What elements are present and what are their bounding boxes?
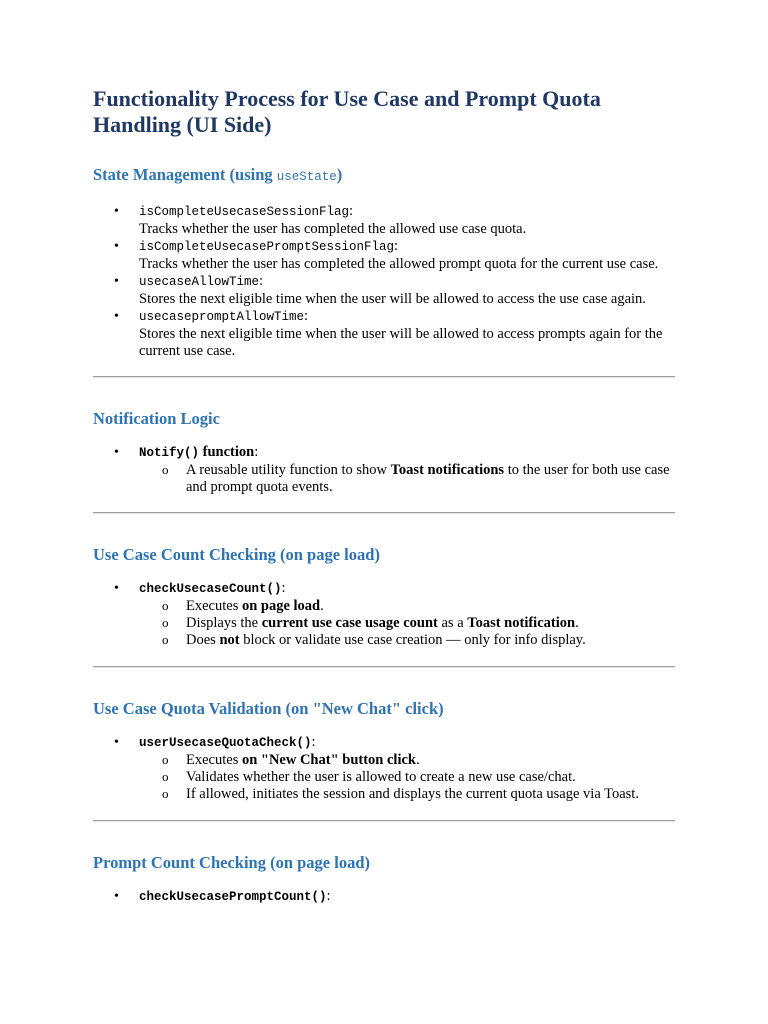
section-divider xyxy=(93,376,675,378)
list-item: • userUsecaseQuotaCheck(): o Executes on "New Chat" button click. o Validates whether the user is allowed to create a new use case/chat. o If allowed, initiates the session and displays the current quota usage via Toast. xyxy=(93,734,675,803)
sub-list-item: o Displays the current use case usage count as a Toast notification. xyxy=(93,615,675,632)
section-divider xyxy=(93,666,675,668)
section-heading-notification: Notification Logic xyxy=(93,409,220,428)
section-heading-usecase-quota: Use Case Quota Validation (on "New Chat" click) xyxy=(93,699,444,718)
list-item: • isCompleteUsecaseSessionFlag: Tracks whether the user has completed the allowed use case quota. xyxy=(93,203,675,238)
sub-list-item: o Validates whether the user is allowed to create a new use case/chat. xyxy=(93,769,675,786)
usecase-count-list xyxy=(93,580,675,649)
list-item: • isCompleteUsecasePromptSessionFlag: Tracks whether the user has completed the allowed prompt quota for the current use case. xyxy=(93,238,675,273)
document-content xyxy=(93,86,675,906)
sub-list-item: o A reusable utility function to show Toast notifications to the user for both use case and prompt quota events. xyxy=(93,462,675,496)
sub-list-item: o If allowed, initiates the session and displays the current quota usage via Toast. xyxy=(93,786,675,803)
list-item: • usecaseAllowTime: Stores the next eligible time when the user will be allowed to access the use case again. xyxy=(93,273,675,308)
list-item: • usecasepromptAllowTime: Stores the next eligible time when the user will be allowed to access prompts again for the current use case. xyxy=(93,308,675,360)
section-divider xyxy=(93,820,675,822)
list-item: • Notify() function: o A reusable utility function to show Toast notifications to the user for both use case and prompt quota events. xyxy=(93,444,675,496)
notification-list xyxy=(93,444,675,496)
usecase-quota-list xyxy=(93,734,675,803)
section-heading-usecase-count: Use Case Count Checking (on page load) xyxy=(93,545,380,564)
sub-list xyxy=(139,598,675,649)
sub-list xyxy=(139,462,675,496)
section-heading-state-management: State Management (using useState) xyxy=(93,165,343,184)
list-item: • checkUsecaseCount(): o Executes on page load. o Displays the current use case usage count as a Toast notification. o Does not block or validate use case creation — only for info display. xyxy=(93,580,675,649)
state-list xyxy=(93,203,675,360)
sub-list xyxy=(139,752,675,803)
section-divider xyxy=(93,512,675,514)
prompt-count-list xyxy=(93,888,675,906)
section-heading-prompt-count: Prompt Count Checking (on page load) xyxy=(93,853,371,872)
sub-list-item: o Executes on "New Chat" button click. xyxy=(93,752,675,769)
document-title: Functionality Process for Use Case and Prompt Quota Handling (UI Side) xyxy=(93,86,601,137)
sub-list-item: o Executes on page load. xyxy=(93,598,675,615)
list-item: • checkUsecasePromptCount(): xyxy=(93,888,675,906)
sub-list-item: o Does not block or validate use case creation — only for info display. xyxy=(93,632,675,649)
